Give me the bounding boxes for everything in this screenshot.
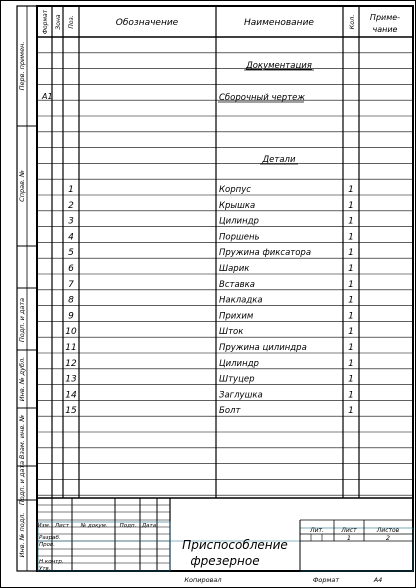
item-pos: 12 [65, 358, 77, 369]
left-label-podp-data-2: Подп. и дата [18, 460, 26, 506]
item-name: Накладка [219, 295, 263, 306]
item-name: Цилиндр [219, 358, 259, 369]
footer-copied: Копировал [184, 576, 222, 584]
item-qty: 1 [348, 264, 354, 274]
item-name: Болт [219, 406, 241, 417]
item-qty: 1 [348, 390, 354, 401]
item-name: Шарик [219, 264, 250, 274]
table-row [68, 280, 354, 290]
drawing-title-line2: фрезерное [190, 554, 260, 568]
item-name: Пружина фиксатора [219, 248, 312, 259]
section-parts: Детали [262, 155, 296, 165]
item-pos: 10 [65, 327, 77, 338]
header-note-line1: Приме- [369, 13, 401, 22]
item-qty: 1 [348, 232, 354, 243]
item-qty: 1 [348, 327, 354, 338]
item-qty: 1 [348, 374, 354, 385]
left-label-inv-podl: Инв. № подл. [18, 512, 26, 558]
item-pos: 14 [65, 390, 77, 401]
parts-list [65, 185, 354, 416]
left-strip [17, 6, 37, 571]
header-pos: Поз. [68, 15, 75, 29]
item-name: Штуцер [219, 374, 255, 385]
item-pos: 11 [65, 343, 77, 353]
left-label-podp-data-1: Подп. и дата [18, 297, 26, 343]
tb-podp: Подп. [119, 523, 137, 529]
header-zone: Зона [55, 14, 62, 30]
tb-n-kontr: Н.контр. [39, 559, 64, 565]
item-pos: 7 [68, 279, 74, 290]
item-pos: 8 [68, 295, 74, 306]
tb-prov: Пров. [39, 542, 55, 548]
item-pos: 3 [68, 216, 74, 227]
tb-n-dokum: № докум. [80, 523, 108, 529]
item-qty: 1 [348, 406, 354, 417]
header-name: Наименование [244, 18, 314, 28]
table-row [65, 406, 354, 416]
item-name: Цилиндр [219, 216, 259, 227]
tb-list: Лист [55, 523, 69, 529]
item-qty: 1 [348, 358, 354, 369]
table-row [68, 201, 354, 211]
item-name: Пружина цилиндра [219, 343, 307, 353]
table-row [68, 264, 354, 274]
table-row [68, 296, 354, 306]
item-pos: 5 [68, 248, 74, 259]
tb-sheets-label: Листов [376, 527, 400, 534]
tb-izm: Изм. [37, 523, 51, 529]
left-label-perv-primen: Перв. примен. [18, 41, 26, 91]
header-format: Формат [42, 9, 49, 35]
footer-format-value: А4 [373, 576, 383, 584]
title-block [37, 498, 413, 572]
left-label-inv-dubl: Инв. № дубл. [18, 356, 26, 402]
item-name: Поршень [219, 232, 260, 243]
item-qty: 1 [348, 295, 354, 306]
item-qty: 1 [348, 279, 354, 290]
header-designation: Обозначение [115, 18, 179, 28]
item-qty: 1 [348, 343, 354, 353]
table-row [68, 248, 354, 258]
left-label-vzam-inv: Взам. инв. № [18, 414, 26, 460]
item-pos: 1 [68, 185, 74, 195]
left-label-sprav: Справ. № [18, 170, 26, 202]
item-pos: 15 [65, 406, 77, 417]
tb-utv: Утв. [39, 566, 51, 572]
item-name: Вставка [219, 279, 256, 290]
tb-sheet-value: 1 [346, 534, 352, 542]
table-row [68, 311, 354, 321]
item-pos: 9 [68, 311, 74, 322]
section-documentation: Документация [246, 61, 312, 71]
item-name: Заглушка [219, 390, 263, 401]
tb-lit-label: Лит. [310, 527, 324, 534]
table-row [65, 327, 354, 337]
item-pos: 13 [65, 374, 77, 385]
item-qty: 1 [348, 216, 354, 227]
doc-format: А1 [42, 92, 53, 101]
header-note-line2: чание [372, 25, 398, 34]
spec-header [42, 9, 400, 34]
tb-sheet-label: Лист [341, 527, 357, 534]
footer [184, 576, 382, 584]
header-qty: Кол. [348, 14, 356, 30]
item-qty: 1 [348, 200, 354, 211]
tb-sheets-value: 2 [385, 534, 391, 542]
item-pos: 6 [68, 264, 74, 274]
item-name: Корпус [219, 185, 251, 195]
table-row [68, 217, 354, 227]
table-row [68, 185, 354, 195]
item-qty: 1 [348, 185, 354, 195]
table-row [68, 232, 354, 242]
item-name: Крышка [219, 200, 256, 211]
item-pos: 2 [68, 200, 74, 211]
item-qty: 1 [348, 248, 354, 259]
item-name: Прихим [219, 311, 254, 322]
table-row [65, 375, 354, 385]
footer-format-label: Формат [312, 576, 340, 584]
table-row [65, 343, 354, 353]
drawing-title-line1: Приспособление [182, 538, 288, 552]
item-pos: 4 [68, 232, 74, 243]
tb-razrab: Разраб. [39, 535, 61, 541]
item-qty: 1 [348, 311, 354, 322]
item-name: Шток [219, 327, 244, 338]
doc-name: Сборочный чертеж [219, 93, 305, 103]
table-row [65, 359, 354, 369]
tb-data: Дата [141, 523, 157, 529]
table-row [65, 390, 354, 400]
